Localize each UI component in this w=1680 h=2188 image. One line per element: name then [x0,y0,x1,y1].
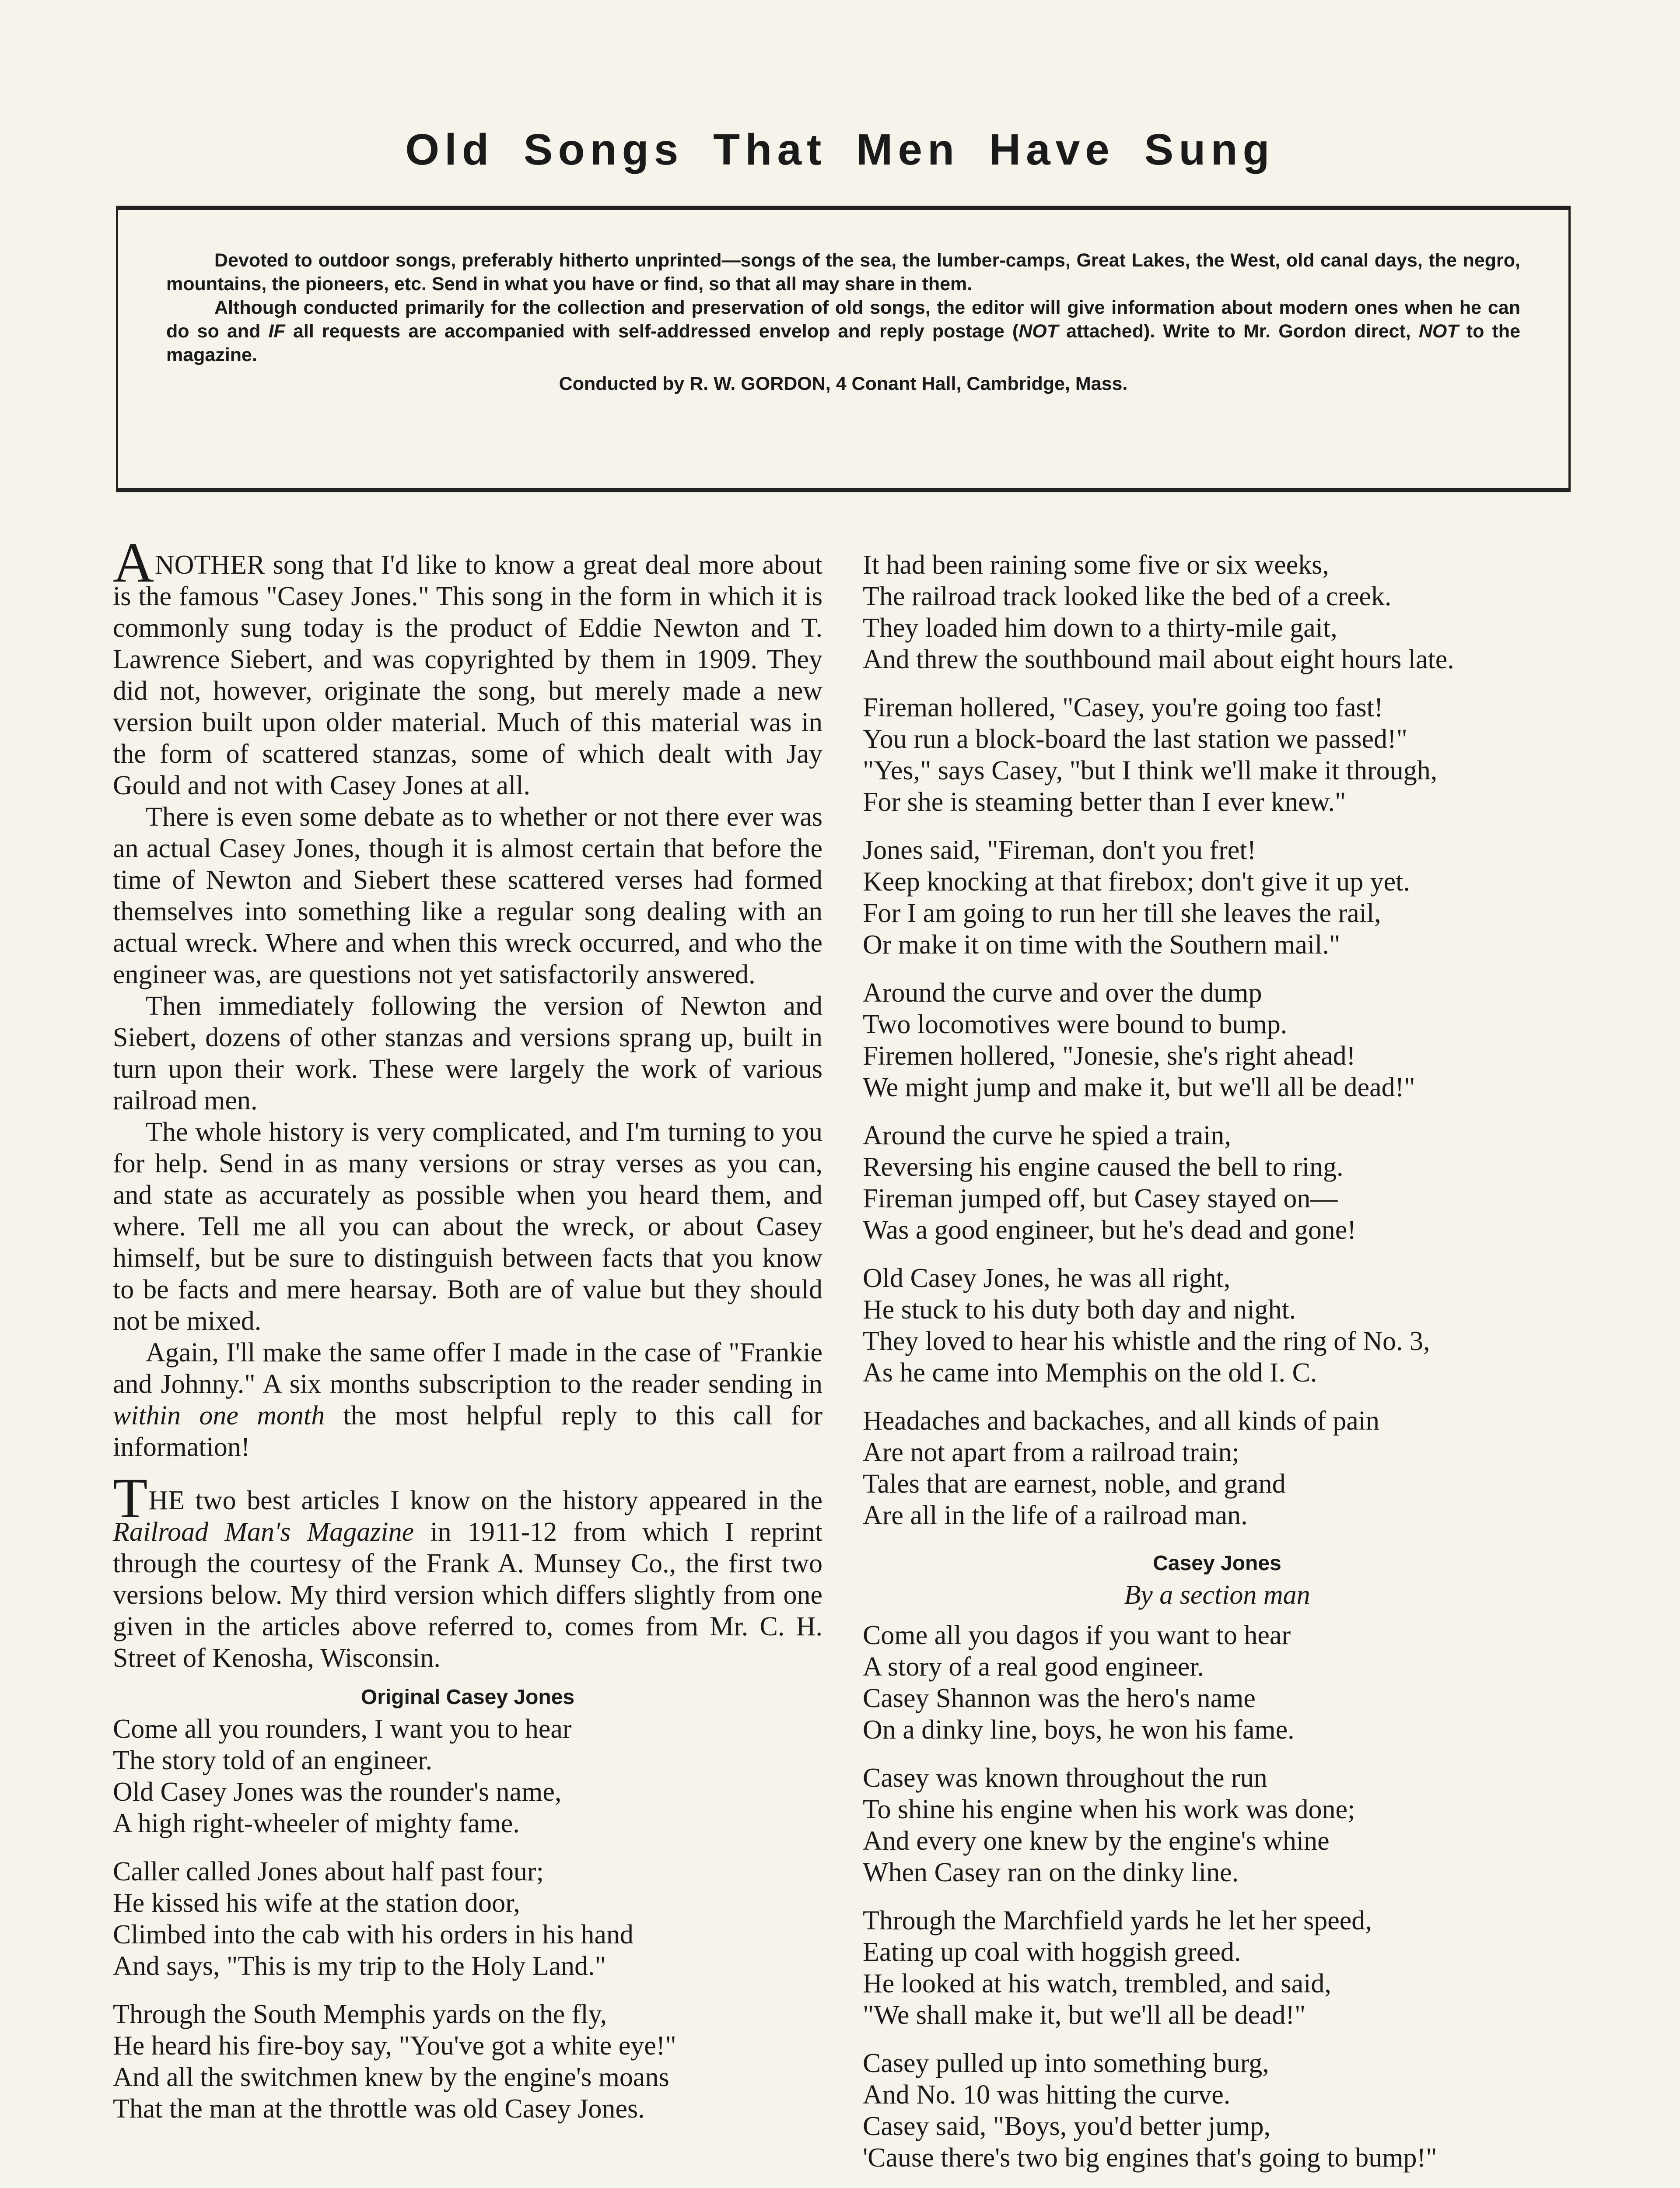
article-paragraph: The whole history is very complicated, and I'm turning to you for help. Send in as many versions or stray verses as you can, and state as accurately as possible when you heard them, and where. Tell me all you can about the wreck, or about Casey himself, but be sure to distinguish between facts that you know to be facts and mere hearsay. Both are of value but they should not be mixed. [113,1117,822,1336]
verse-line: Old Casey Jones, he was all right, [863,1263,1231,1293]
verse-line: And threw the southbound mail about eight hours late. [863,645,1454,674]
verse-line: We might jump and make it, but we'll all be dead!" [863,1073,1415,1102]
verse-line: To shine his engine when his work was done; [863,1795,1355,1824]
verse-line: As he came into Memphis on the old I. C. [863,1358,1317,1388]
verse-line: Jones said, "Fireman, don't you fret! [863,835,1256,865]
verse-line: Are all in the life of a railroad man. [863,1501,1248,1530]
verse-line: You run a block-board the last station we passed!" [863,724,1407,754]
verse-line: Come all you rounders, I want you to hear [113,1714,572,1744]
verse-line: Around the curve and over the dump [863,978,1262,1008]
verse-line: And every one knew by the engine's whine [863,1826,1330,1856]
verse-line: "We shall make it, but we'll all be dead!" [863,2000,1306,2030]
verse-line: Eating up coal with hoggish greed. [863,1937,1241,1967]
verse-line: He stuck to his duty both day and night. [863,1295,1296,1325]
verse-line: Fireman jumped off, but Casey stayed on— [863,1184,1338,1213]
song-stanzas [113,1713,822,2125]
verse-line: And all the switchmen knew by the engine's moans [113,2062,669,2092]
verse-line: That the man at the throttle was old Casey Jones. [113,2094,645,2124]
intro-paragraph: Devoted to outdoor songs, preferably hitherto unprinted—songs of the sea, the lumber-camps, Great Lakes, the West, old canal days, the negro, mountains, the pioneers, etc. Send in what you have or find, so that all may share in them. [166,250,1520,295]
song-stanzas [863,1620,1572,2188]
stanza [863,1762,1572,1888]
page-title: Old Songs That Men Have Sung [405,125,1275,174]
verse-line: For I am going to run her till she leaves the rail, [863,898,1381,928]
drop-cap: T [113,1467,148,1530]
stanza [113,1713,822,1839]
conducted-by: Conducted by R. W. GORDON, 4 Conant Hall, Cambridge, Mass. [559,373,1128,394]
verse-line: 'Cause there's two big engines that's going to bump!" [863,2143,1437,2173]
verse-line: Casey was known throughout the run [863,1763,1267,1793]
song-stanzas [863,549,1572,1531]
verse-line: Casey said, "Boys, you'd better jump, [863,2111,1270,2141]
stanza [863,1120,1572,1246]
verse-line: Old Casey Jones was the rounder's name, [113,1777,562,1807]
verse-line: And No. 10 was hitting the curve. [863,2080,1231,2110]
song-title: Casey Jones [1153,1552,1281,1575]
verse-line: Keep knocking at that firebox; don't give it up yet. [863,867,1410,897]
stanza [863,1405,1572,1531]
stanza [863,835,1572,961]
verse-line: Through the South Memphis yards on the fly, [113,1999,607,2029]
stanza [863,2048,1572,2174]
drop-cap: A [113,531,154,594]
verse-line: Caller called Jones about half past four; [113,1857,544,1886]
intro-paragraph-2: Although conducted primarily for the collection and preservation of old songs, the editor will give information about modern ones when he can do so and IF all requests are accompanied with self-addressed envelop and reply postage (NOT attached). Write to Mr. Gordon direct, NOT to the magazine. [166,297,1520,365]
verse-line: On a dinky line, boys, he won his fame. [863,1715,1295,1745]
verse-line: Was a good engineer, but he's dead and gone! [863,1215,1356,1245]
verse-line: Casey Shannon was the hero's name [863,1683,1256,1713]
verse-line: When Casey ran on the dinky line. [863,1858,1239,1887]
verse-line: Fireman hollered, "Casey, you're going too fast! [863,693,1383,722]
article-paragraph: ANOTHER song that I'd like to know a great deal more about is the famous "Casey Jones." This song in the form in which it is commonly sung today is the product of Eddie Newton and T. Lawrence Siebert, and was copyrighted by them in 1909. They did not, however, originate the song, but merely made a new version built upon older material. Much of this material was in the form of scattered stanzas, some of which dealt with Jay Gould and not with Casey Jones at all. [113,531,822,800]
article-paragraph: Then immediately following the version of Newton and Siebert, dozens of other stanzas and versions sprang up, built in turn upon their work. These were largely the work of various railroad men. [113,991,822,1115]
verse-line: Come all you dagos if you want to hear [863,1620,1291,1650]
verse-line: A high right-wheeler of mighty fame. [113,1809,520,1838]
stanza [863,1262,1572,1389]
verse-line: Climbed into the cab with his orders in his hand [113,1920,634,1950]
stanza [113,1856,822,1982]
stanza [863,977,1572,1103]
verse-line: Through the Marchfield yards he let her speed, [863,1906,1372,1936]
right-column [863,549,1572,2188]
stanza [863,549,1572,675]
verse-line: Reversing his engine caused the bell to ring. [863,1152,1344,1182]
stanza [113,1999,822,2125]
verse-line: Casey pulled up into something burg, [863,2048,1269,2078]
verse-line: A story of a real good engineer. [863,1652,1204,1682]
article-paragraph: THE two best articles I know on the history appeared in the Railroad Man's Magazine in 1911-12 from which I reprint through the courtesy of the Frank A. Munsey Co., the first two versions below. My third version which differs slightly from one given in the articles above referred to, comes from Mr. C. H. Street of Kenosha, Wisconsin. [113,1467,822,1673]
verse-line: Or make it on time with the Southern mail." [863,930,1340,960]
verse-line: They loaded him down to a thirty-mile gait, [863,613,1337,643]
article-paragraph: There is even some debate as to whether or not there ever was an actual Casey Jones, though it is almost certain that before the time of Newton and Siebert these scattered verses had formed themselves into something like a regular song dealing with an actual wreck. Where and when this wreck occurred, and who the engineer was, are questions not yet satisfactorily answered. [113,802,822,989]
verse-line: Two locomotives were bound to bump. [863,1010,1288,1039]
stanza [863,692,1572,818]
verse-line: Are not apart from a railroad train; [863,1438,1239,1467]
intro-box [116,206,1571,492]
verse-line: The railroad track looked like the bed of a creek. [863,582,1392,611]
verse-line: Headaches and backaches, and all kinds of pain [863,1406,1379,1436]
verse-line: Around the curve he spied a train, [863,1121,1231,1150]
verse-line: And says, "This is my trip to the Holy Land." [113,1951,606,1981]
left-column [113,531,822,2141]
verse-line: Tales that are earnest, noble, and grand [863,1469,1286,1499]
article-paragraph: Again, I'll make the same offer I made in the case of "Frankie and Johnny." A six months subscription to the reader sending in within one month the most helpful reply to this call for information! [113,1338,822,1462]
stanza [863,1620,1572,1746]
verse-line: The story told of an engineer. [113,1746,433,1775]
verse-line: It had been raining some five or six weeks, [863,550,1329,580]
verse-line: He kissed his wife at the station door, [113,1888,520,1918]
song-title: Original Casey Jones [360,1686,575,1709]
verse-line: He looked at his watch, trembled, and said, [863,1969,1331,1999]
verse-line: For she is steaming better than I ever knew." [863,787,1346,817]
verse-line: Firemen hollered, "Jonesie, she's right ahead! [863,1041,1356,1071]
stanza [863,1905,1572,2031]
verse-line: "Yes," says Casey, "but I think we'll make it through, [863,756,1438,785]
song-byline: By a section man [1124,1580,1310,1610]
verse-line: They loved to hear his whistle and the ring of No. 3, [863,1326,1430,1356]
verse-line: He heard his fire-boy say, "You've got a white eye!" [113,2031,676,2061]
